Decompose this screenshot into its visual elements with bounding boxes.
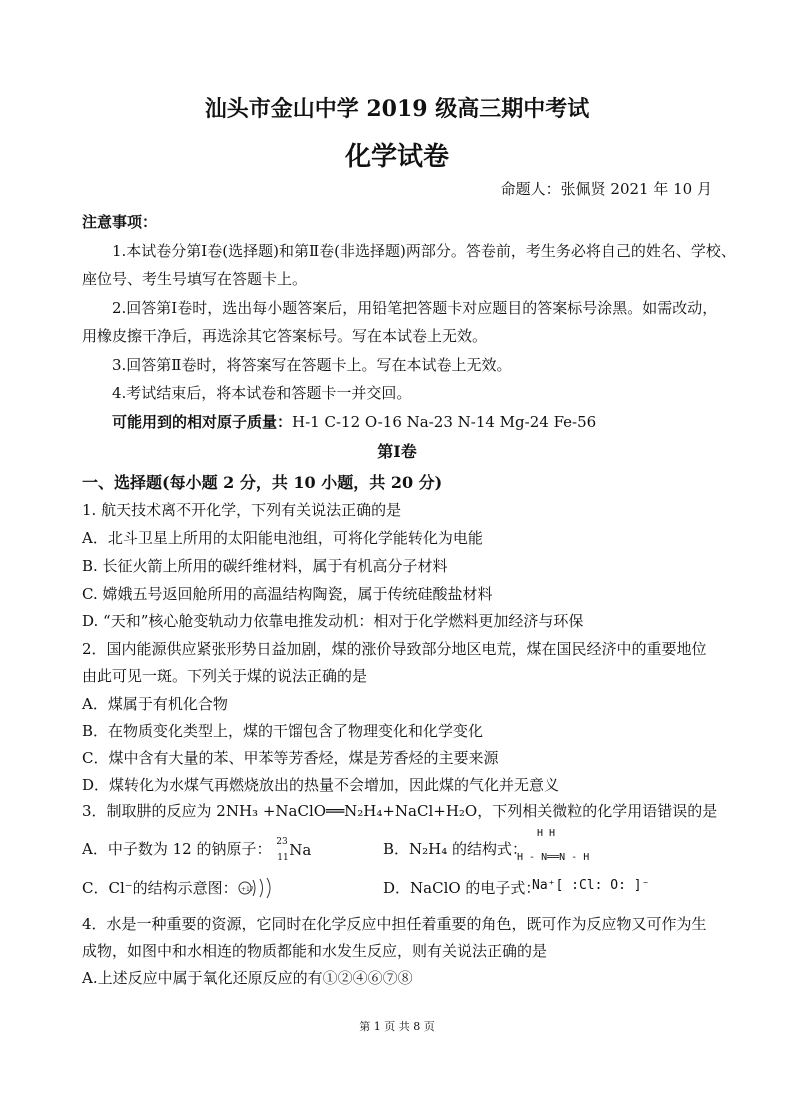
hydrazine-top-h: H H [537,828,556,839]
q1-stem: 1. 航天技术离不开化学，下列有关说法正确的是 [82,501,402,519]
school-title: 汕头市金山中学 2019 级高三期中考试 [204,96,590,122]
paper-title: 化学试卷 [344,142,449,172]
q1-option-c: C. 嫦娥五号返回舱所用的高温结构陶瓷，属于传统硅酸盐材料 [82,585,493,603]
note-line: 2.回答第Ⅰ卷时，选出每小题答案后，用铅笔把答题卡对应题目的答案标号涂黑。如需改动， [112,299,718,317]
sodium-hypochlorite-electron-formula: Na⁺[ :Cl: O: ]⁻ [532,878,650,893]
q2-stem-line1: 2．国内能源供应紧张形势日益加剧，煤的涨价导致部分地区电荒，煤在国民经济中的重要地位 [82,640,707,658]
atomic-mass-values: H-1 C-12 O-16 Na-23 N-14 Mg-24 Fe-56 [292,413,597,431]
hydrazine-structure: H - N══N - H [517,852,590,863]
author-line: 命题人：张佩贤 2021 年 10 月 [500,180,712,198]
atomic-mass-line [112,413,596,431]
svg-text:+17: +17 [241,886,254,893]
q1-option-b: B. 长征火箭上所用的碳纤维材料，属于有机高分子材料 [82,557,448,575]
q3-option-d: D．NaClO 的电子式： [383,879,541,897]
q4-option-a: A.上述反应中属于氧化还原反应的有①②④⑥⑦⑧ [82,969,413,987]
nuclide-notation [276,837,312,863]
q1-option-a: A．北斗卫星上所用的太阳能电池组，可将化学能转化为电能 [82,529,483,547]
q2-option-b: B．在物质变化类型上，煤的干馏包含了物理变化和化学变化 [82,722,484,740]
q2-option-a: A．煤属于有机化合物 [82,695,228,713]
volume-title: 第Ⅰ卷 [377,442,417,461]
notes-heading: 注意事项： [82,213,158,231]
note-line: 用橡皮擦干净后，再选涂其它答案标号。写在本试卷上无效。 [82,327,488,345]
note-line: 4.考试结束后，将本试卷和答题卡一并交回。 [112,384,412,402]
note-line: 3.回答第Ⅱ卷时，将答案写在答题卡上。写在本试卷上无效。 [112,356,512,374]
q3-option-c: C．Cl⁻的结构示意图： [82,879,238,897]
atomic-mass-label: 可能用到的相对原子质量： [112,413,293,431]
q3-option-a [82,837,312,863]
q3-option-a-text: A．中子数为 12 的钠原子： [82,840,272,858]
atomic-number: 11 [277,853,289,863]
q2-stem-line2: 由此可见一斑。下列关于煤的说法正确的是 [82,667,368,685]
chloride-ion-diagram [238,876,276,900]
q3-option-b: B．N₂H₄ 的结构式： [383,840,528,858]
q2-option-c: C．煤中含有大量的苯、甲苯等芳香烃，煤是芳香烃的主要来源 [82,749,499,767]
q2-option-d: D．煤转化为水煤气再燃烧放出的热量不会增加，因此煤的气化并无意义 [82,776,560,794]
note-line: 座位号、考生号填写在答题卡上。 [82,270,308,288]
q1-option-d: D. “天和”核心舱变轨动力依靠电推发动机：相对于化学燃料更加经济与环保 [82,612,584,630]
element-symbol: Na [289,841,312,859]
q4-stem-line1: 4．水是一种重要的资源，它同时在化学反应中担任着重要的角色，既可作为反应物又可作为生 [82,915,707,933]
note-line: 1.本试卷分第Ⅰ卷(选择题)和第Ⅱ卷(非选择题)两部分。答卷前，考生务必将自己的姓名、学校、 [112,242,736,260]
q4-stem-line2: 成物，如图中和水相连的物质都能和水发生反应，则有关说法正确的是 [82,942,548,960]
q3-stem: 3．制取肼的反应为 2NH₃ +NaClO══N₂H₄+NaCl+H₂O，下列相关微粒的化学用语错误的是 [82,802,718,820]
part-heading: 一、选择题(每小题 2 分，共 10 小题，共 20 分) [82,473,443,492]
mass-number: 23 [276,837,288,847]
page-footer: 第 1 页 共 8 页 [359,1020,435,1033]
